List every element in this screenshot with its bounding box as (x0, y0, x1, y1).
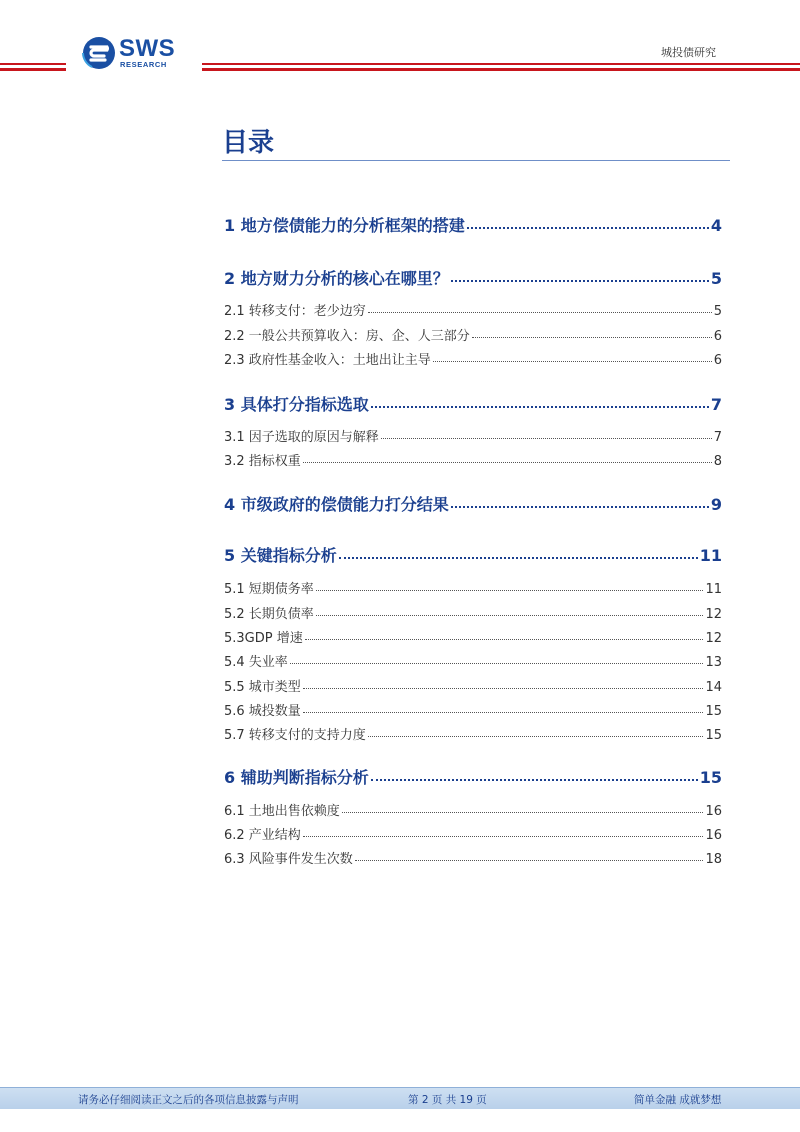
toc-dot-leader (303, 688, 704, 689)
toc-entry-label: 6 辅助判断指标分析 (224, 768, 369, 787)
footer-page-info: 第 2 页 共 19 页 (408, 1094, 487, 1106)
toc-entry-page: 6 (713, 353, 722, 368)
toc-entry-page: 15 (705, 728, 722, 743)
toc-entry-page: 16 (705, 804, 722, 819)
toc-entry-page: 18 (705, 852, 722, 867)
header-rule-left (0, 63, 66, 71)
toc-entry[interactable] (224, 325, 722, 344)
toc-entry-label: 2.3 政府性基金收入：土地出让主导 (224, 353, 431, 368)
toc-entry-page: 15 (699, 768, 722, 787)
toc-entry-label: 5 关键指标分析 (224, 546, 337, 565)
toc-dot-leader (451, 506, 709, 508)
toc-dot-leader (381, 438, 712, 439)
toc-entry-page: 12 (705, 631, 722, 646)
toc-entry-label: 5.6 城投数量 (224, 704, 301, 719)
header-category: 城投债研究 (661, 46, 716, 59)
toc-dot-leader (305, 639, 704, 640)
toc-entry-page: 12 (705, 607, 722, 622)
header-rule-right (202, 63, 800, 71)
footer-top-line (0, 1087, 800, 1088)
toc-dot-leader (290, 663, 704, 664)
toc-entry[interactable] (224, 848, 722, 867)
toc-dot-leader (303, 462, 712, 463)
toc-entry-page: 15 (705, 704, 722, 719)
title-divider (222, 160, 730, 161)
toc-entry-label: 2.2 一般公共预算收入：房、企、人三部分 (224, 329, 470, 344)
sws-logo (82, 34, 192, 74)
toc-dot-leader (467, 227, 709, 229)
toc-dot-leader (451, 280, 709, 282)
toc-dot-leader (339, 557, 698, 559)
toc-dot-leader (355, 860, 704, 861)
toc-entry[interactable] (224, 426, 722, 445)
logo-subtext: RESEARCH (120, 60, 167, 69)
toc-entry-label: 5.2 长期负债率 (224, 607, 314, 622)
toc-entry[interactable] (224, 627, 722, 646)
toc-dot-leader (316, 590, 704, 591)
toc-entry-page: 5 (713, 304, 722, 319)
toc-entry-label: 1 地方偿债能力的分析框架的搭建 (224, 216, 465, 235)
logo-emblem-icon (82, 36, 116, 70)
toc-entry-label: 5.1 短期债务率 (224, 582, 314, 597)
toc-entry[interactable] (224, 800, 722, 819)
toc-entry-label: 4 市级政府的偿债能力打分结果 (224, 495, 449, 514)
toc-dot-leader (371, 779, 698, 781)
toc-entry[interactable] (224, 392, 722, 415)
toc-entry-page: 8 (713, 454, 722, 469)
toc-dot-leader (433, 361, 712, 362)
toc-entry-label: 5.5 城市类型 (224, 680, 301, 695)
toc-entry[interactable] (224, 765, 722, 788)
footer-disclaimer: 请务必仔细阅读正文之后的各项信息披露与声明 (78, 1094, 299, 1106)
toc-entry-page: 11 (699, 546, 722, 565)
toc-dot-leader (303, 712, 704, 713)
toc-entry-label: 3.1 因子选取的原因与解释 (224, 430, 379, 445)
footer-slogan: 简单金融 成就梦想 (634, 1094, 722, 1106)
toc-entry[interactable] (224, 349, 722, 368)
toc-entry-page: 7 (713, 430, 722, 445)
toc-entry-label: 6.1 土地出售依赖度 (224, 804, 340, 819)
toc-dot-leader (316, 615, 704, 616)
toc-entry-label: 6.2 产业结构 (224, 828, 301, 843)
toc-entry[interactable] (224, 578, 722, 597)
toc-entry-label: 3 具体打分指标选取 (224, 395, 369, 414)
toc-entry-label: 5.4 失业率 (224, 655, 288, 670)
toc-entry[interactable] (224, 724, 722, 743)
toc-entry[interactable] (224, 651, 722, 670)
toc-entry-page: 5 (710, 269, 722, 288)
toc-dot-leader (368, 312, 712, 313)
toc-entry[interactable] (224, 700, 722, 719)
toc-entry[interactable] (224, 824, 722, 843)
toc-dot-leader (472, 337, 712, 338)
toc-entry-page: 11 (705, 582, 722, 597)
toc-dot-leader (368, 736, 704, 737)
toc-entry-label: 2 地方财力分析的核心在哪里？ (224, 269, 449, 288)
logo-text: SWS (119, 35, 176, 62)
toc-entry-page: 9 (710, 495, 722, 514)
toc-entry[interactable] (224, 543, 722, 566)
toc-entry[interactable] (224, 603, 722, 622)
toc-entry[interactable] (224, 300, 722, 319)
toc-dot-leader (342, 812, 704, 813)
toc-entry-page: 16 (705, 828, 722, 843)
toc-entry-label: 5.7 转移支付的支持力度 (224, 728, 366, 743)
toc-entry[interactable] (224, 266, 722, 289)
toc-entry[interactable] (224, 213, 722, 236)
toc-entry-label: 2.1 转移支付：老少边穷 (224, 304, 366, 319)
toc-entry-label: 5.3GDP 增速 (224, 631, 303, 646)
page-title: 目录 (222, 128, 275, 158)
toc-entry-page: 6 (713, 329, 722, 344)
toc-entry-page: 13 (705, 655, 722, 670)
toc-entry[interactable] (224, 492, 722, 515)
toc-entry-label: 6.3 风险事件发生次数 (224, 852, 353, 867)
toc-entry-label: 3.2 指标权重 (224, 454, 301, 469)
toc-entry-page: 4 (710, 216, 722, 235)
toc-entry[interactable] (224, 676, 722, 695)
toc-dot-leader (303, 836, 704, 837)
toc-entry-page: 14 (705, 680, 722, 695)
toc-entry-page: 7 (710, 395, 722, 414)
toc-dot-leader (371, 406, 709, 408)
toc-entry[interactable] (224, 450, 722, 469)
